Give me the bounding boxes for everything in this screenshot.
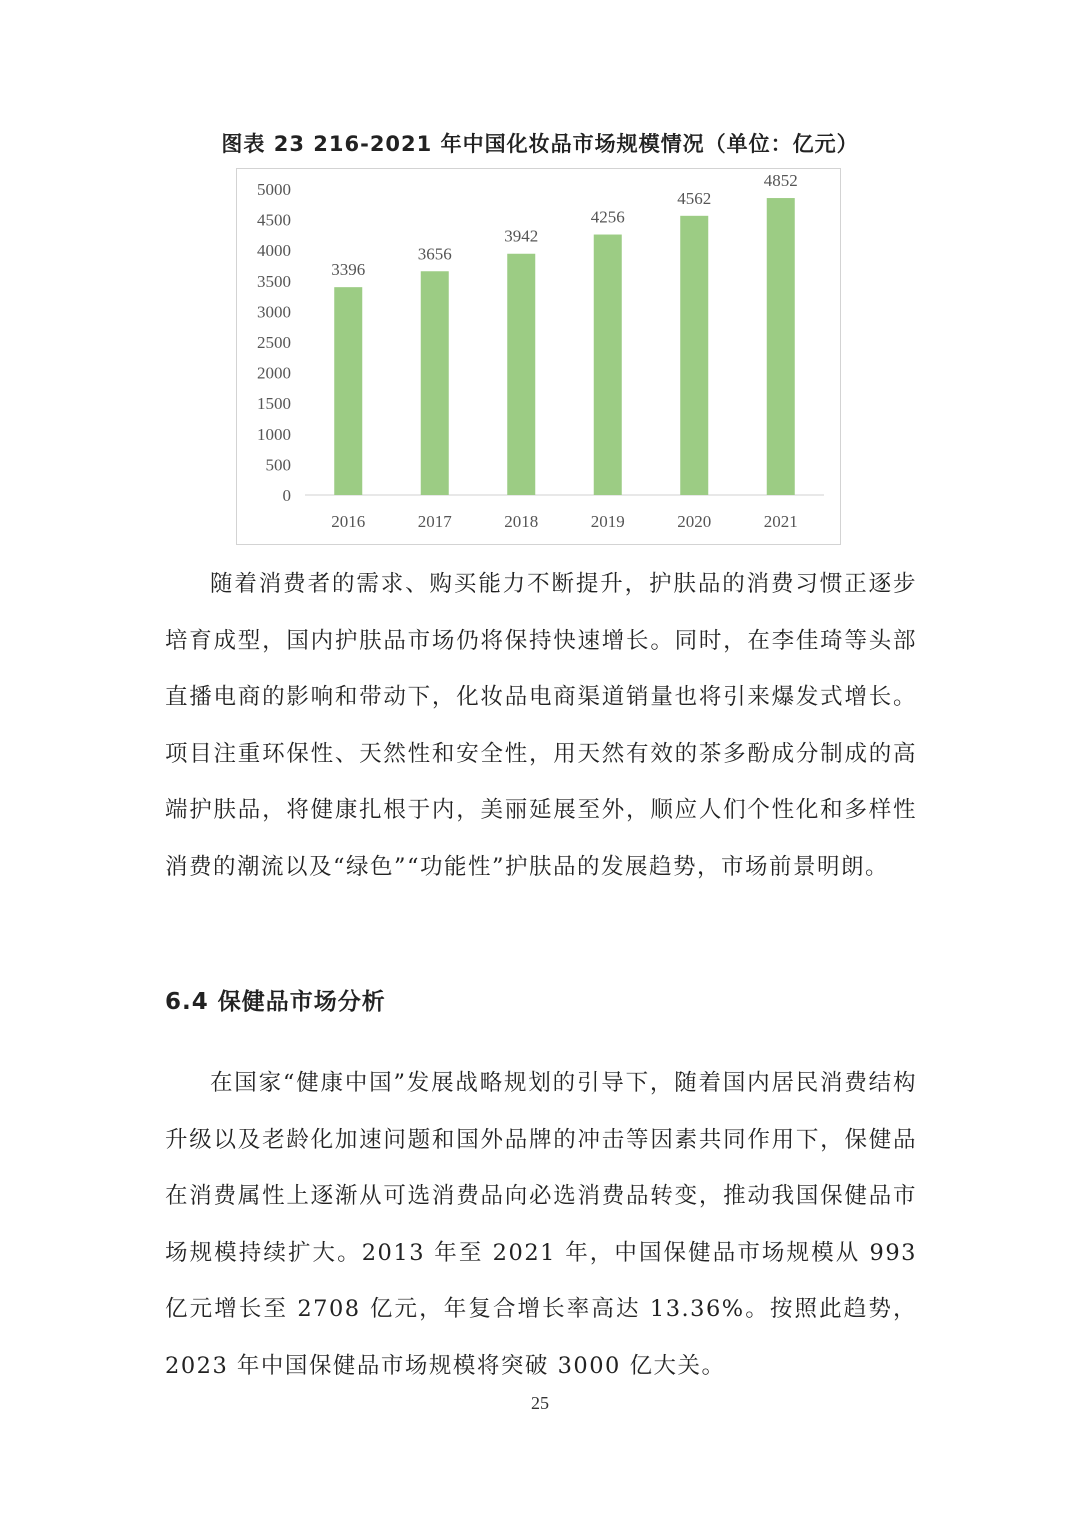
y-tick-label: 3500: [257, 271, 291, 291]
bar-value-label: 3656: [417, 244, 452, 264]
x-tick-label: 2021: [763, 512, 798, 531]
y-tick-label: 1500: [257, 394, 291, 414]
bar-value-label: 3942: [504, 226, 539, 246]
y-tick-label: 0: [282, 486, 291, 505]
bar-value-label: 3396: [331, 260, 366, 280]
bar: [767, 198, 795, 495]
y-tick-label: 3000: [257, 302, 291, 322]
x-tick-label: 2019: [590, 512, 625, 531]
y-tick-label: 1000: [257, 424, 291, 444]
chart-svg: [237, 169, 842, 546]
paragraph-skincare-market: 随着消费者的需求、购买能力不断提升，护肤品的消费习惯正逐步培育成型，国内护肤品市场仍将保持快速增长。同时，在李佳琦等头部直播电商的影响和带动下，化妆品电商渠道销量也将引来爆发式增长。项目注重环保性、天然性和安全性，用天然有效的茶多酚成分制成的高端护肤品，将健康扎根于内，美丽延展至外，顺应人们个性化和多样性消费的潮流以及“绿色”“功能性”护肤品的发展趋势，市场前景明朗。: [165, 571, 917, 880]
page-number: 25: [531, 1393, 549, 1413]
section-heading: 6.4 保健品市场分析: [165, 989, 386, 1015]
paragraph-health-products-market: 在国家“健康中国”发展战略规划的引导下，随着国内居民消费结构升级以及老龄化加速问题和国外品牌的冲击等因素共同作用下，保健品在消费属性上逐渐从可选消费品向必选消费品转变，推动我国保健品市场规模持续扩大。2013 年至 2021 年，中国保健品市场规模从 993 亿元增长至 2708 亿元，年复合增长率高达 13.36%。按照此趋势，2023 年中国保健品市场规模将突破 3000 亿大关。: [165, 1070, 917, 1379]
bar: [507, 254, 535, 495]
y-tick-label: 2000: [257, 363, 291, 383]
bar-value-label: 4256: [590, 207, 625, 227]
bar-chart: [236, 168, 841, 545]
bar-value-label: 4562: [677, 188, 712, 208]
figure-caption: 图表 23 216-2021 年中国化妆品市场规模情况（单位：亿元）: [221, 132, 859, 156]
bar: [594, 235, 622, 495]
y-tick-label: 2500: [257, 333, 291, 352]
bar-value-label: 4852: [763, 171, 798, 191]
y-tick-label: 4000: [257, 241, 291, 261]
bar: [334, 287, 362, 495]
y-tick-label: 5000: [257, 180, 291, 199]
bar: [680, 216, 708, 495]
x-tick-label: 2017: [417, 512, 452, 531]
y-tick-label: 4500: [257, 210, 291, 230]
x-tick-label: 2018: [504, 512, 539, 531]
y-tick-label: 500: [265, 455, 291, 475]
x-tick-label: 2016: [331, 512, 366, 531]
x-tick-label: 2020: [677, 512, 712, 531]
bar: [421, 271, 449, 495]
